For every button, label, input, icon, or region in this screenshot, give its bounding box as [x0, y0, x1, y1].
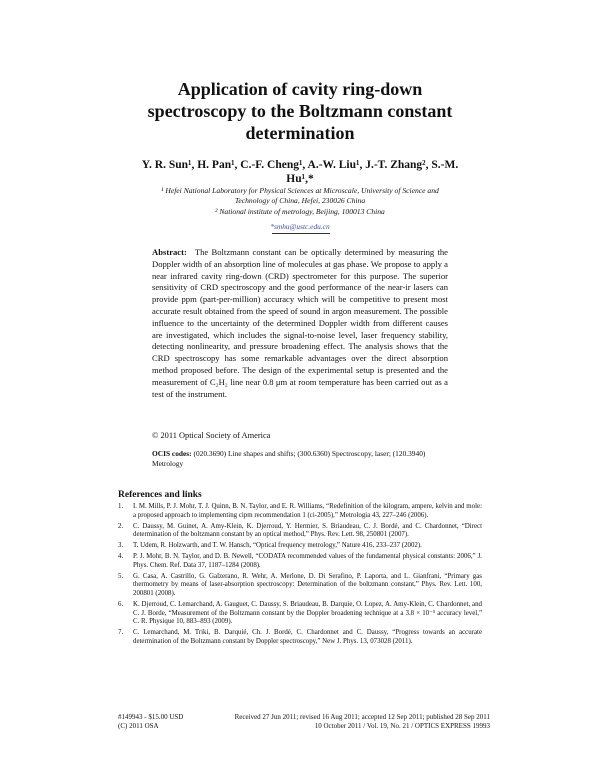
authors-line-2: Hu¹,*	[286, 173, 314, 185]
reference-text: T. Udem, R. Holzwarth, and T. W. Hansch, “Optical frequency metrology,” Nature 416, 233–237 (2002).	[133, 542, 422, 550]
authors-line-1: Y. R. Sun¹, H. Pan¹, C.-F. Cheng¹, A.-W. Liu¹, J.-T. Zhang², S.-M.	[141, 159, 459, 171]
reference-text: C. Daussy, M. Guinet, A. Amy-Klein, K. Djerroud, Y. Hermier, S. Briaudeau, C. J. Bordé, and C. Chardonnet, “Direct determination of the boltzmann constant by an optical method,” Phys. Rev. Lett. 98, 250801 (2007).	[133, 522, 482, 539]
title-line-2: spectroscopy to the Boltzmann constant	[147, 101, 453, 121]
reference-number: 2.	[118, 522, 124, 530]
footer-journal: 10 October 2011 / Vol. 19, No. 21 / OPTICS EXPRESS 19993	[314, 722, 490, 731]
page-footer	[118, 713, 490, 731]
reference-item	[118, 503, 482, 520]
reference-item	[118, 601, 482, 627]
reference-number: 4.	[118, 553, 124, 561]
reference-item	[118, 629, 482, 646]
abstract-text: The Boltzmann constant can be optically determined by measuring the Doppler width of an absorption line of molecules at gas phase. We propose to apply a near infrared cavity ring-down (CRD) spectrometer for this purpose. The superior sensitivity of CRD spectroscopy and the good performance of the near-ir lasers can provide ppm (part-per-million) accuracy which will be competitive to present most accurate result obtained from the speed of sound in argon measurement. The possible influence to the uncertainty of the determined Doppler width from different causes are investigated, which includes the signal-to-noise level, laser frequency stability, detecting nonlinearity, and pressure broadening effect. The analysis shows that the CRD spectroscopy has some remarkable advantages over the direct absorption method proposed before. The design of the experimental setup is presented and the measurement of C₂H₂ line near 0.8 μm at room temperature has been carried out as a test of the instrument.	[152, 247, 448, 399]
reference-text: P. J. Mohr, B. N. Taylor, and D. B. Newell, “CODATA recommended values of the fundamental physical constants: 2006,” J. Phys. Chem. Ref. Data 37, 1187–1284 (2008).	[133, 553, 482, 569]
reference-number: 1.	[118, 503, 124, 510]
reference-list	[118, 503, 482, 649]
reference-number: 7.	[118, 629, 124, 637]
title-line-1: Application of cavity ring-down	[177, 79, 423, 99]
corresponding-email[interactable]: *smhu@ustc.edu.cn	[270, 222, 330, 231]
footer-copyright: (C) 2011 OSA	[118, 722, 159, 731]
author-list	[120, 158, 480, 186]
title-line-3: determination	[245, 123, 355, 143]
reference-item	[118, 553, 482, 570]
reference-number: 5.	[118, 572, 124, 580]
reference-item	[118, 542, 482, 551]
affiliation-1	[120, 186, 480, 206]
ocis-codes	[152, 449, 448, 469]
reference-item	[118, 573, 482, 599]
reference-text: G. Casa, A. Castrillo, G. Galzerano, R. Wehr, A. Merlone, D. Di Serafino, P. Laporta, and L. Gianfrani, “Primary gas thermometry by means of laser-absorption spectroscopy: Determination of the boltzmann constant,” Phys. Rev. Lett. 100, 200801 (2008).	[133, 572, 482, 598]
footer-price: #149943 - $15.00 USD	[118, 713, 184, 721]
abstract	[152, 247, 448, 400]
copyright-notice: © 2011 Optical Society of America	[152, 431, 271, 440]
footer-dates: Received 27 Jun 2011; revised 16 Aug 2011; accepted 12 Sep 2011; published 28 Sep 2011	[234, 713, 490, 721]
affiliation-1-line-2: Technology of China, Hefei, 230026 China	[234, 196, 366, 205]
reference-text: K. Djerroud, C. Lemarchand, A. Gauguet, C. Daussy, S. Briaudeau, B. Darquie, O. Lopez, A. Amy-Klein, C. Chardonnet, and C. J. Borde, “Measurement of the Boltzmann constant by the Doppler broadening technique at a 3.8 × 10⁻⁵ accuracy level,” C. R. Physique 10, 883–893 (2009).	[133, 600, 482, 626]
paper-title	[120, 78, 480, 144]
affiliation-2: ² National institute of metrology, Beijing, 100013 China	[215, 207, 385, 216]
ocis-label: OCIS codes:	[152, 449, 192, 458]
reference-number: 3.	[118, 542, 124, 550]
affiliation-1-line-1: ¹ Hefei National Laboratory for Physical Sciences at Microscale, University of Science and	[161, 186, 439, 195]
email-divider	[272, 233, 330, 234]
reference-number: 6.	[118, 600, 124, 608]
reference-text: C. Lemarchand, M. Triki, B. Darquié, Ch. J. Bordé, C. Chardonnet and C. Daussy, “Progress towards an accurate determination of the Boltzmann constant by Doppler spectroscopy,” New J. Phys. 13, 073028 (2011).	[133, 629, 482, 645]
reference-text: I. M. Mills, P. J. Mohr, T. J. Quinn, B. N. Taylor, and E. R. Williams, “Redefinition of the kilogram, ampere, kelvin and mole: a proposed approach to implementing cipm recommendation 1 (ci-2005),” Metrologia 43, 227–246 (2006).	[133, 503, 482, 519]
abstract-label: Abstract:	[152, 247, 187, 257]
reference-item	[118, 523, 482, 540]
references-heading: References and links	[118, 490, 202, 500]
ocis-text: (020.3690) Line shapes and shifts; (300.6360) Spectroscopy, laser; (120.3940) Metrology	[152, 449, 426, 468]
